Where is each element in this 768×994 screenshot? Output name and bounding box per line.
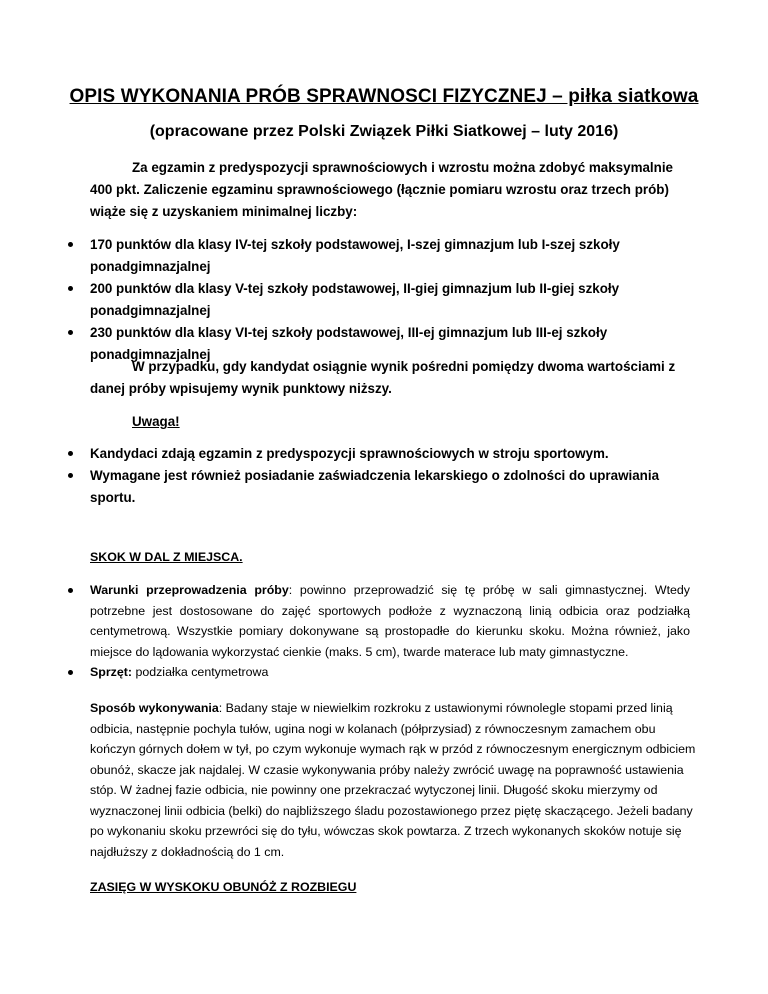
bullet-icon: [68, 588, 73, 593]
list-item: 230 punktów dla klasy VI-tej szkoły podstawowej, III-ej gimnazjum lub III-ej szkoły ponadgimnazjalnej: [68, 322, 698, 366]
section-heading-long-jump: SKOK W DAL Z MIEJSCA.: [90, 550, 243, 564]
method-paragraph: [90, 698, 702, 862]
list-item: [68, 580, 690, 662]
equipment-label: Sprzęt:: [90, 665, 132, 679]
bullet-icon: [68, 473, 73, 478]
list-item: [68, 662, 690, 683]
attention-list: [68, 443, 698, 509]
document-subtitle: (opracowane przez Polski Związek Piłki Siatkowej – luty 2016): [149, 123, 619, 140]
list-item: Kandydaci zdają egzamin z predyspozycji sprawnościowych w stroju sportowym.: [68, 443, 698, 465]
bullet-icon: [68, 451, 73, 456]
attention-label: Uwaga!: [132, 414, 180, 429]
section-heading-jump-reach: ZASIĘG W WYSKOKU OBUNÓŻ Z ROZBIEGU: [90, 880, 357, 894]
long-jump-conditions-list: [68, 580, 690, 683]
equipment-text: podziałka centymetrowa: [132, 665, 269, 679]
list-item: 170 punktów dla klasy IV-tej szkoły podstawowej, I-szej gimnazjum lub I-szej szkoły ponadgimnazjalnej: [68, 234, 698, 278]
bullet-icon: [68, 242, 73, 247]
bullet-icon: [68, 286, 73, 291]
conditions-label: Warunki przeprowadzenia próby: [90, 583, 289, 597]
bullet-icon: [68, 330, 73, 335]
intro-paragraph: Za egzamin z predyspozycji sprawnościowych i wzrostu można zdobyć maksymalnie 400 pkt. Zaliczenie egzaminu sprawnościowego (łącznie pomiaru wzrostu oraz trzech prób) wiąże się z uzyskaniem minimalnej liczby:: [90, 160, 673, 219]
document-title: OPIS WYKONANIA PRÓB SPRAWNOSCI FIZYCZNEJ – piłka siatkowa: [69, 86, 699, 107]
thresholds-list: [68, 234, 698, 366]
intermediate-note: W przypadku, gdy kandydat osiągnie wynik pośredni pomiędzy dwoma wartościami z danej próby wpisujemy wynik punktowy niższy.: [90, 359, 676, 396]
list-item: 200 punktów dla klasy V-tej szkoły podstawowej, II-giej gimnazjum lub II-giej szkoły ponadgimnazjalnej: [68, 278, 698, 322]
method-text: : Badany staje w niewielkim rozkroku z ustawionymi równolegle stopami przed linią odbicia, następnie pochyla tułów, ugina nogi w kolanach (półprzysiad) z równoczesnym zamachem obu kończyn górnych dołem w tył, po czym wykonuje wymach rąk w przód z równoczesnym energicznym odbiciem obunóż, skacze jak najdalej. W czasie wykonywania próby należy zwrócić uwagę na poprawność ustawienia stóp. W żadnej fazie odbicia, nie powinny one przekraczać wytyczonej linii. Długość skoku mierzymy od wyznaczonej linii odbicia (belki) do najbliższego śladu pozostawionego przez piętę skaczącego. Jeżeli badany po wykonaniu skoku przewróci się do tyłu, wówczas skok powtarza. Z trzech wykonanych skoków notuje się najdłuższy z dokładnością do 1 cm.: [90, 701, 696, 859]
conditions-text: : powinno przeprowadzić się tę próbę w sali gimnastycznej. Wtedy potrzebne jest dostosowane do zajęć sportowych podłoże z wyznaczoną linią odbicia oraz podziałką centymetrową. Wszystkie pomiary dokonywane są prostopadłe do kierunku skoku. Można również, jako miejsce do lądowania wykorzystać cienkie (maks. 5 cm), twarde materace lub maty gimnastyczne.: [90, 583, 691, 659]
bullet-icon: [68, 670, 73, 675]
method-label: Sposób wykonywania: [90, 701, 219, 715]
list-item: Wymagane jest również posiadanie zaświadczenia lekarskiego o zdolności do uprawiania sportu.: [68, 465, 698, 509]
